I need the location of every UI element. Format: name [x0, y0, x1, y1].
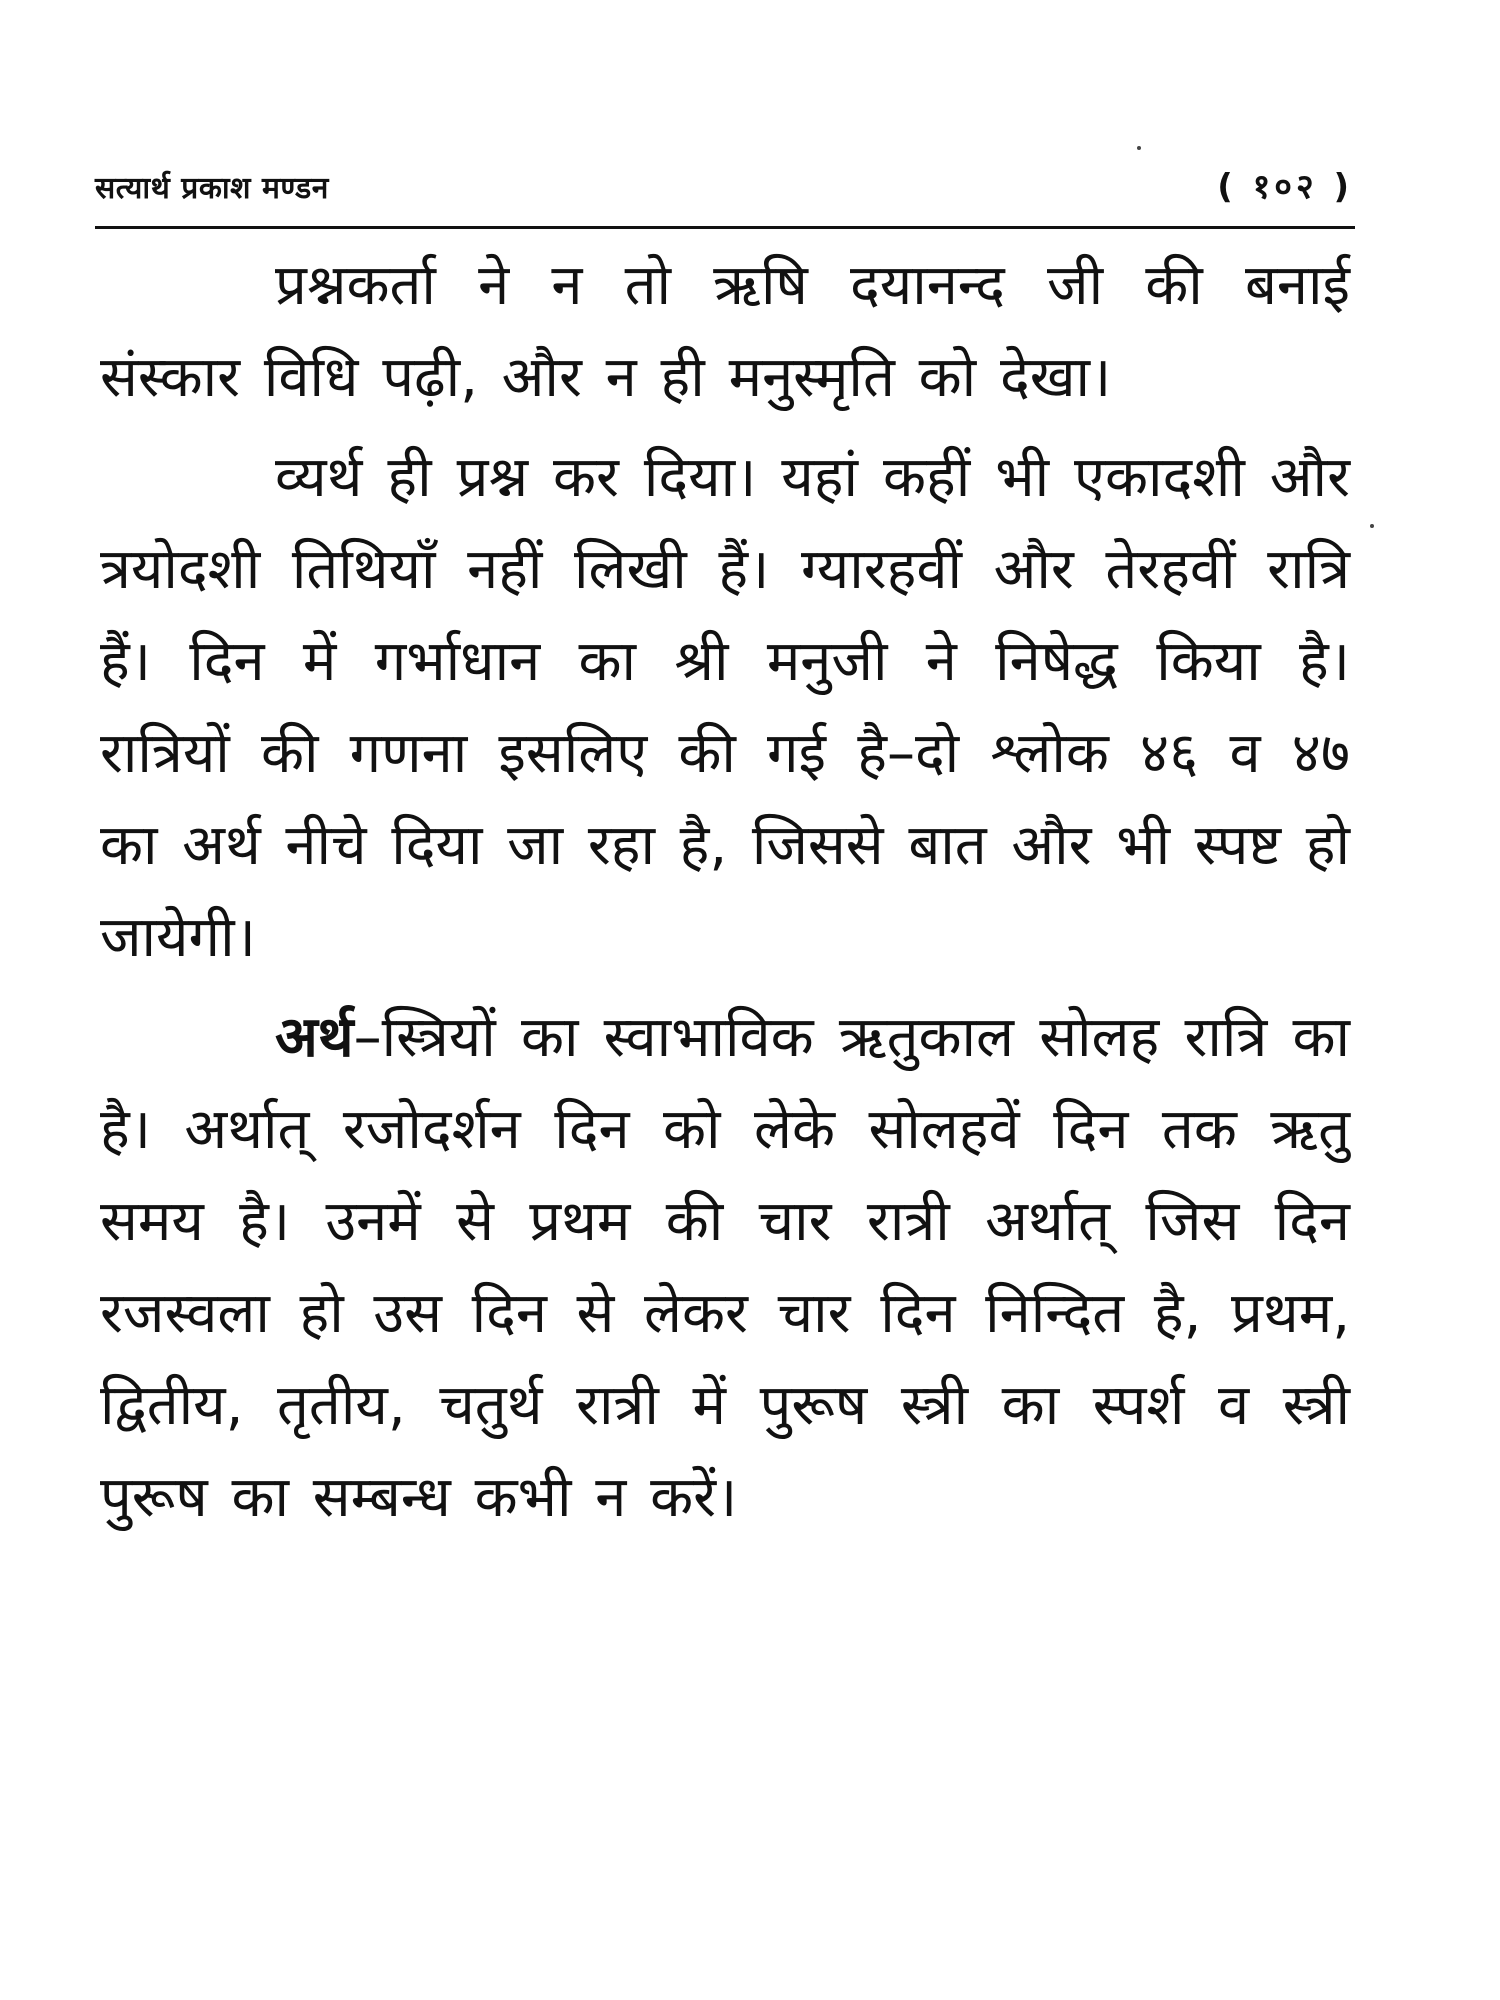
paragraph-3-text: –स्त्रियों का स्वाभाविक ऋतुकाल सोलह रात्रि का है। अर्थात् रजोदर्शन दिन को लेके सोलहवें दिन तक ऋतु समय है। उनमें से प्रथम की चार रात्री अर्थात् जिस दिन रजस्वला हो उस दिन से लेकर चार दिन निन्दित है, प्रथम, द्वितीय, तृतीय, चतुर्थ रात्री में पुरूष स्त्री का स्पर्श व स्त्री पुरूष का सम्बन्ध कभी न करें।	[100, 1005, 1350, 1530]
paragraph-2: व्यर्थ ही प्रश्न कर दिया। यहां कहीं भी एकादशी और त्रयोदशी तिथियाँ नहीं लिखी हैं। ग्यारहवीं और तेरहवीं रात्रि हैं। दिन में गर्भाधान का श्री मनुजी ने निषेद्ध किया है। रात्रियों की गणना इसलिए की गई है–दो श्लोक ४६ व ४७ का अर्थ नीचे दिया जा रहा है, जिससे बात और भी स्पष्ट हो जायेगी।	[100, 445, 1350, 970]
paragraph-3-lead-word: अर्थ	[275, 1005, 354, 1070]
page-number: ( १०२ )	[1217, 167, 1353, 207]
paragraph-3	[100, 992, 1350, 1544]
page-header	[95, 160, 1353, 230]
body-text	[100, 240, 1350, 1552]
header-rule	[95, 226, 1355, 229]
running-title: सत्यार्थ प्रकाश मण्डन	[95, 171, 329, 206]
scan-speck	[1137, 146, 1141, 150]
paragraph-1: प्रश्नकर्ता ने न तो ऋषि दयानन्द जी की बनाई संस्कार विधि पढ़ी, और न ही मनुस्मृति को देखा।	[100, 253, 1350, 410]
scan-speck	[1370, 524, 1374, 528]
